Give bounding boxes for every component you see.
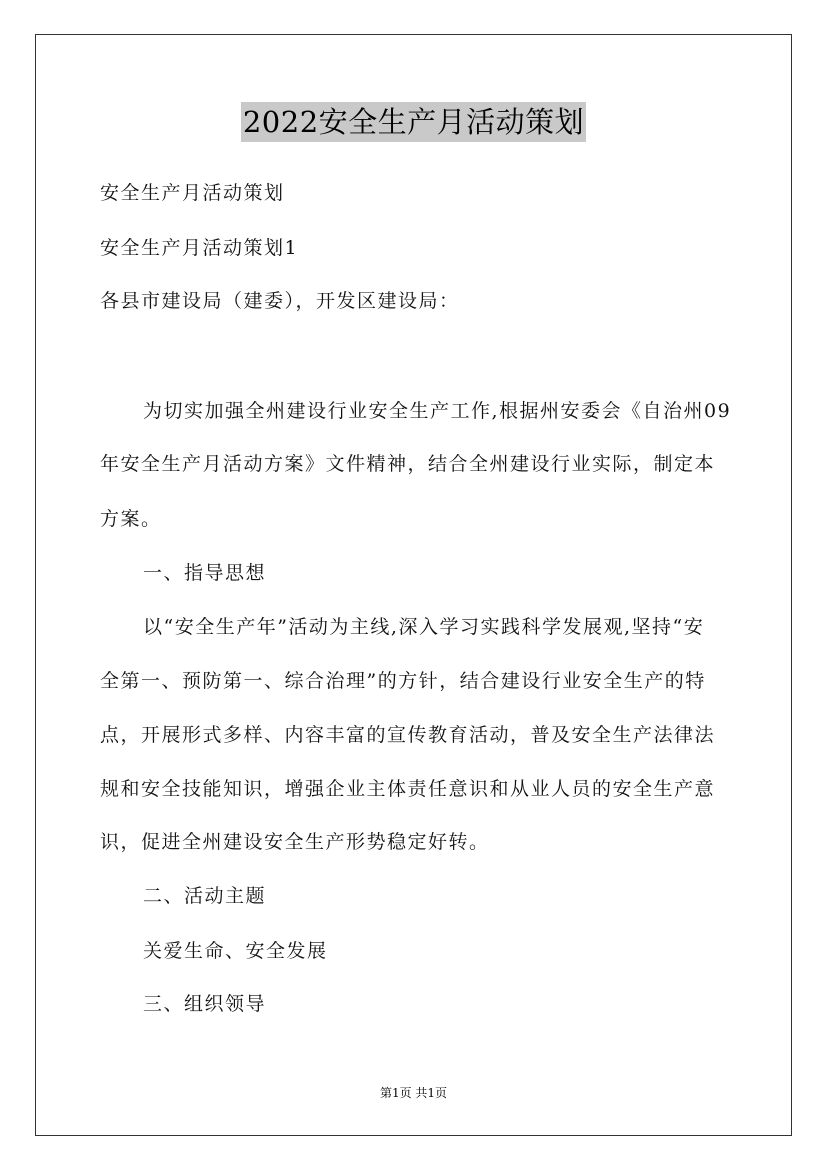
heading-1: 安全生产月活动策划 [100, 182, 285, 204]
salutation: 各县市建设局（建委），开发区建设局： [100, 290, 460, 312]
title-container [0, 102, 827, 142]
section-2-heading: 二、活动主题 [143, 885, 267, 907]
paragraph-2-line-5: 识，促进全州建设安全生产形势稳定好转。 [100, 831, 490, 853]
paragraph-1-line-1: 为切实加强全州建设行业安全生产工作,根据州安委会《自治州09 [143, 400, 732, 422]
paragraph-2-line-3: 点，开展形式多样、内容丰富的宣传教育活动，普及安全生产法律法 [100, 724, 716, 746]
section-2-content: 关爱生命、安全发展 [143, 940, 328, 962]
paragraph-1-line-3: 方案。 [100, 508, 162, 530]
document-title: 2022安全生产月活动策划 [241, 102, 586, 142]
heading-2: 安全生产月活动策划1 [100, 237, 299, 259]
paragraph-2-line-2: 全第一、预防第一、综合治理”的方针，结合建设行业安全生产的特 [100, 670, 706, 692]
section-3-heading: 三、组织领导 [143, 993, 267, 1015]
page-footer: 第1页 共1页 [379, 1086, 448, 1100]
section-1-heading: 一、指导思想 [143, 562, 267, 584]
paragraph-2-line-4: 规和安全技能知识，增强企业主体责任意识和从业人员的安全生产意 [100, 778, 716, 800]
paragraph-1-line-2: 年安全生产月活动方案》文件精神，结合全州建设行业实际，制定本 [100, 453, 716, 475]
paragraph-2-line-1: 以“安全生产年”活动为主线,深入学习实践科学发展观,坚持“安 [143, 616, 705, 638]
